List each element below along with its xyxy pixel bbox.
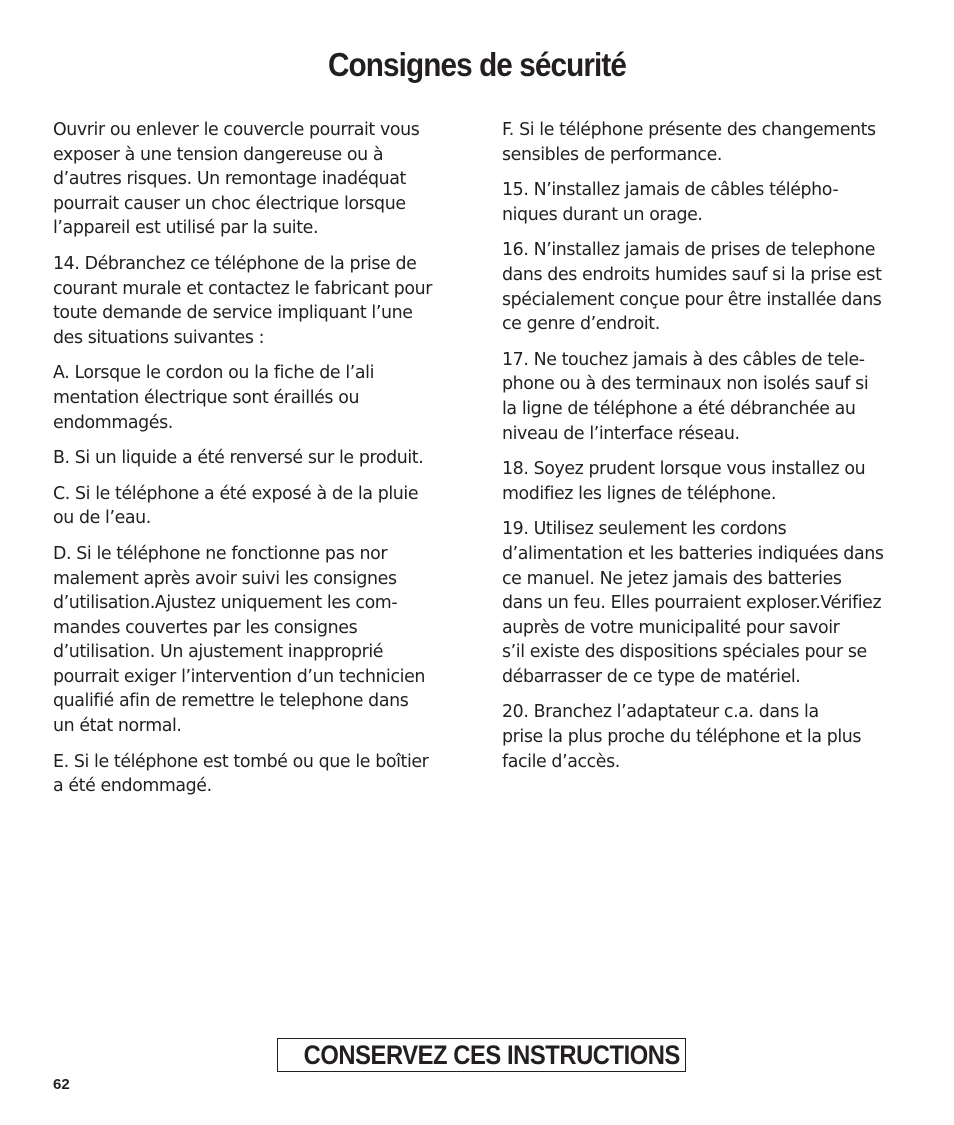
paragraph-intro: Ouvrir ou enlever le couvercle pourrait vous exposer à une tension dangereuse ou à d’autres risques. Un remontage inadéquat pourrait causer un choc électrique lorsque l’appareil est utilisé par la suite. — [53, 120, 420, 239]
paragraph-item-c: C. Si le téléphone a été exposé à de la pluie ou de l’eau. — [53, 483, 419, 529]
paragraph-item-b: B. Si un liquide a été renversé sur le produit. — [53, 448, 424, 469]
paragraph-item-18: 18. Soyez prudent lorsque vous installez ou modifiez les lignes de téléphone. — [502, 459, 866, 504]
footer-banner — [277, 1038, 686, 1072]
paragraph-item-e: E. Si le téléphone est tombé ou que le boîtier a été endommagé. — [53, 751, 429, 797]
paragraph-item-d: D. Si le téléphone ne fonctionne pas nor malement après avoir suivi les consignes d’utilisation.Ajustez uniquement les com- mandes couvertes par les consignes d’utilisation. Un ajustement inapproprié pourrait exiger l’intervention d’un technicien qualifié afin de remettre le telephone dans un état normal. — [53, 543, 426, 737]
paragraph-item-19: 19. Utilisez seulement les cordons d’alimentation et les batteries indiquées dans ce manuel. Ne jetez jamais des batteries dans un feu. Elles pourraient exploser.Vérifiez auprès de votre municipalité pour savoir s’il existe des dispositions spéciales pour se débarrasser de ce type de matériel. — [502, 519, 884, 687]
paragraph-item-f: F. Si le téléphone présente des changements sensibles de performance. — [502, 120, 876, 165]
paragraph-item-a: A. Lorsque le cordon ou la fiche de l’ali mentation électrique sont éraillés ou endommagés. — [53, 363, 375, 433]
page-number: 62 — [53, 1076, 70, 1093]
paragraph-item-14: 14. Débranchez ce téléphone de la prise de courant murale et contactez le fabricant pour toute demande de service impliquant l’une des situations suivantes : — [53, 253, 433, 348]
left-column — [53, 118, 463, 810]
paragraph-item-15: 15. N’installez jamais de câbles télépho- niques durant un orage. — [502, 180, 839, 225]
paragraph-item-16: 16. N’installez jamais de prises de telephone dans des endroits humides sauf si la prise est spécialement conçue pour être installée dans ce genre d’endroit. — [502, 240, 882, 335]
footer-banner-text: CONSERVEZ CES INSTRUCTIONS — [303, 1040, 680, 1070]
right-column — [502, 118, 917, 785]
paragraph-item-17: 17. Ne touchez jamais à des câbles de tele- phone ou à des terminaux non isolés sauf si la ligne de téléphone a été débranchée au niveau de l’interface réseau. — [502, 349, 869, 444]
paragraph-item-20: 20. Branchez l’adaptateur c.a. dans la prise la plus proche du téléphone et la plus facile d’accès. — [502, 702, 862, 772]
page-title: Consignes de sécurité — [327, 46, 626, 83]
